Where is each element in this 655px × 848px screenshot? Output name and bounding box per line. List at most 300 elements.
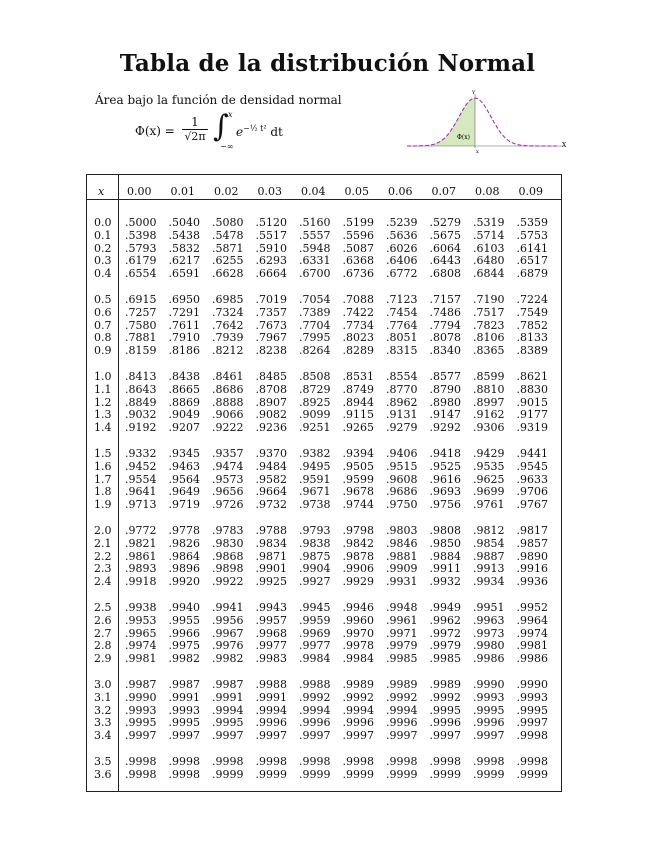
table-cell: .9788 xyxy=(255,524,287,537)
table-cell: .8159 xyxy=(125,344,157,358)
table-cell: .9744 xyxy=(342,498,374,512)
table-cell: .9990 xyxy=(516,678,548,691)
table-cell: .9992 xyxy=(342,690,374,704)
table-cell: .9857 xyxy=(516,536,548,550)
table-cell: .9429 xyxy=(473,447,505,460)
table-cell: .9808 xyxy=(429,524,461,537)
table-cell: .9998 xyxy=(255,755,287,768)
table-cell: .9998 xyxy=(516,729,548,743)
table-cell: .9940 xyxy=(168,601,200,614)
table-cell: .9846 xyxy=(386,536,418,550)
formula-integrand xyxy=(236,124,283,139)
table-cell: .9906 xyxy=(342,562,374,576)
table-cell: .7088 xyxy=(342,293,374,306)
table-cell: .9772 xyxy=(125,524,157,537)
table-cell: .8340 xyxy=(429,344,461,358)
table-cell: .9177 xyxy=(516,408,548,422)
table-cell: .9884 xyxy=(429,549,461,563)
row-x-value: 1.3 xyxy=(94,408,112,422)
table-cell: .6736 xyxy=(342,267,374,281)
table-cell: .9998 xyxy=(125,767,157,781)
table-cell: .8078 xyxy=(429,331,461,345)
table-cell: .9975 xyxy=(168,639,200,653)
table-cell: .9515 xyxy=(386,459,418,473)
table-cell: .5199 xyxy=(342,216,374,229)
table-cell: .8531 xyxy=(342,370,374,383)
table-cell: .9049 xyxy=(168,408,200,422)
table-cell: .9988 xyxy=(255,678,287,691)
table-cell: .8790 xyxy=(429,382,461,396)
table-cell: .9306 xyxy=(473,421,505,435)
table-cell: .8749 xyxy=(342,382,374,396)
table-cell: .8554 xyxy=(386,370,418,383)
row-x-value: 1.6 xyxy=(94,459,112,473)
table-cell: .9998 xyxy=(168,767,200,781)
table-cell: .6293 xyxy=(255,254,287,268)
row-x-value: 2.8 xyxy=(94,639,112,653)
table-cell: .9441 xyxy=(516,447,548,460)
table-cell: .9982 xyxy=(212,652,244,666)
table-cell: .8508 xyxy=(299,370,331,383)
formula-fraction xyxy=(182,115,208,144)
table-cell: .9999 xyxy=(386,767,418,781)
table-cell: .8186 xyxy=(168,344,200,358)
table-cell: .9957 xyxy=(255,613,287,627)
row-x-value: 2.4 xyxy=(94,575,112,589)
table-cell: .8980 xyxy=(429,395,461,409)
table-cell: .9693 xyxy=(429,485,461,499)
table-cell: .9357 xyxy=(212,447,244,460)
table-cell: .9925 xyxy=(255,575,287,589)
table-cell: .9998 xyxy=(429,755,461,768)
column-header: 0.08 xyxy=(475,185,500,198)
table-cell: .9918 xyxy=(125,575,157,589)
formula-denominator: √2π xyxy=(184,130,206,143)
table-cell: .9664 xyxy=(255,485,287,499)
table-cell: .9987 xyxy=(125,678,157,691)
table-cell: .9599 xyxy=(342,472,374,486)
table-cell: .9984 xyxy=(342,652,374,666)
table-cell: .8389 xyxy=(516,344,548,358)
table-cell: .9986 xyxy=(473,652,505,666)
table-cell: .8289 xyxy=(342,344,374,358)
table-cell: .8461 xyxy=(212,370,244,383)
table-cell: .9738 xyxy=(299,498,331,512)
row-x-value: 0.6 xyxy=(94,305,112,319)
table-cell: .5871 xyxy=(212,241,244,255)
table-cell: .9573 xyxy=(212,472,244,486)
row-x-value: 3.0 xyxy=(94,678,112,691)
table-cell: .9996 xyxy=(473,716,505,730)
table-cell: .6331 xyxy=(299,254,331,268)
formula-lhs: Φ(x) = xyxy=(135,124,175,138)
table-cell: .9993 xyxy=(516,690,548,704)
table-cell: .8925 xyxy=(299,395,331,409)
table-cell: .9997 xyxy=(516,716,548,730)
table-cell: .9997 xyxy=(125,729,157,743)
table-cell: .7852 xyxy=(516,318,548,332)
table-cell: .9953 xyxy=(125,613,157,627)
x-column-header: x xyxy=(98,185,105,198)
table-cell: .6517 xyxy=(516,254,548,268)
row-x-value: 1.2 xyxy=(94,395,112,409)
table-cell: .9993 xyxy=(125,703,157,717)
table-cell: .9147 xyxy=(429,408,461,422)
table-cell: .9616 xyxy=(429,472,461,486)
table-cell: .6554 xyxy=(125,267,157,281)
table-cell: .6985 xyxy=(212,293,244,306)
table-cell: .9767 xyxy=(516,498,548,512)
table-cell: .9999 xyxy=(299,767,331,781)
integral-sign: ∫ xyxy=(213,109,229,144)
table-cell: .9066 xyxy=(212,408,244,422)
row-x-value: 0.1 xyxy=(94,228,112,242)
table-cell: .9996 xyxy=(429,716,461,730)
table-cell: .9990 xyxy=(473,678,505,691)
header-divider xyxy=(87,199,561,200)
table-cell: .9861 xyxy=(125,549,157,563)
table-cell: .9893 xyxy=(125,562,157,576)
table-cell: .9474 xyxy=(212,459,244,473)
table-cell: .7764 xyxy=(386,318,418,332)
row-x-value: 0.0 xyxy=(94,216,112,229)
table-cell: .9826 xyxy=(168,536,200,550)
table-cell: .6443 xyxy=(429,254,461,268)
table-cell: .5120 xyxy=(255,216,287,229)
table-cell: .9995 xyxy=(516,703,548,717)
table-cell: .9783 xyxy=(212,524,244,537)
table-cell: .7642 xyxy=(212,318,244,332)
table-cell: .8997 xyxy=(473,395,505,409)
table-cell: .9332 xyxy=(125,447,157,460)
table-cell: .9993 xyxy=(473,690,505,704)
table-cell: .9981 xyxy=(125,652,157,666)
table-cell: .7910 xyxy=(168,331,200,345)
table-cell: .9959 xyxy=(299,613,331,627)
table-cell: .9842 xyxy=(342,536,374,550)
row-x-value: 0.2 xyxy=(94,241,112,255)
table-cell: .9525 xyxy=(429,459,461,473)
row-x-value: 2.9 xyxy=(94,652,112,666)
column-header: 0.00 xyxy=(127,185,152,198)
table-cell: .9976 xyxy=(212,639,244,653)
table-cell: .9887 xyxy=(473,549,505,563)
table-cell: .9418 xyxy=(429,447,461,460)
table-cell: .7549 xyxy=(516,305,548,319)
row-x-value: 1.7 xyxy=(94,472,112,486)
row-x-value: 0.4 xyxy=(94,267,112,281)
table-cell: .9582 xyxy=(255,472,287,486)
table-cell: .6368 xyxy=(342,254,374,268)
row-x-value: 0.9 xyxy=(94,344,112,358)
table-cell: .9970 xyxy=(342,626,374,640)
table-cell: .9495 xyxy=(299,459,331,473)
table-cell: .9761 xyxy=(473,498,505,512)
table-cell: .9929 xyxy=(342,575,374,589)
row-x-value: 2.1 xyxy=(94,536,112,550)
table-cell: .9997 xyxy=(212,729,244,743)
table-cell: .9726 xyxy=(212,498,244,512)
table-cell: .6141 xyxy=(516,241,548,255)
table-cell: .9996 xyxy=(255,716,287,730)
row-x-value: 3.2 xyxy=(94,703,112,717)
table-cell: .9996 xyxy=(299,716,331,730)
table-cell: .7389 xyxy=(299,305,331,319)
table-cell: .7357 xyxy=(255,305,287,319)
column-divider xyxy=(118,175,119,791)
table-cell: .9850 xyxy=(429,536,461,550)
table-cell: .9994 xyxy=(299,703,331,717)
table-cell: .9932 xyxy=(429,575,461,589)
table-cell: .5753 xyxy=(516,228,548,242)
row-x-value: 3.4 xyxy=(94,729,112,743)
table-cell: .9980 xyxy=(473,639,505,653)
table-cell: .7939 xyxy=(212,331,244,345)
table-cell: .6772 xyxy=(386,267,418,281)
table-cell: .9992 xyxy=(299,690,331,704)
x-point-label: x xyxy=(476,149,479,154)
table-cell: .8643 xyxy=(125,382,157,396)
table-cell: .9099 xyxy=(299,408,331,422)
table-cell: .9608 xyxy=(386,472,418,486)
table-cell: .9987 xyxy=(168,678,200,691)
area-label: Φ(x) xyxy=(457,134,470,141)
table-cell: .5239 xyxy=(386,216,418,229)
table-cell: .9966 xyxy=(168,626,200,640)
table-cell: .9960 xyxy=(342,613,374,627)
table-cell: .9370 xyxy=(255,447,287,460)
table-cell: .7224 xyxy=(516,293,548,306)
table-cell: .9963 xyxy=(473,613,505,627)
table-cell: .9965 xyxy=(125,626,157,640)
table-cell: .8770 xyxy=(386,382,418,396)
table-cell: .6808 xyxy=(429,267,461,281)
table-cell: .9750 xyxy=(386,498,418,512)
column-header: 0.01 xyxy=(170,185,195,198)
table-cell: .9998 xyxy=(516,755,548,768)
table-cell: .9545 xyxy=(516,459,548,473)
table-cell: .9999 xyxy=(342,767,374,781)
formula-differential: dt xyxy=(266,125,283,139)
column-header: 0.06 xyxy=(388,185,413,198)
table-cell: .9971 xyxy=(386,626,418,640)
table-cell: .9821 xyxy=(125,536,157,550)
row-x-value: 1.1 xyxy=(94,382,112,396)
table-cell: .9987 xyxy=(212,678,244,691)
table-cell: .6915 xyxy=(125,293,157,306)
row-x-value: 2.6 xyxy=(94,613,112,627)
table-cell: .9979 xyxy=(386,639,418,653)
table-cell: .5000 xyxy=(125,216,157,229)
table-cell: .9991 xyxy=(168,690,200,704)
table-cell: .9162 xyxy=(473,408,505,422)
table-cell: .5160 xyxy=(299,216,331,229)
table-cell: .6026 xyxy=(386,241,418,255)
row-x-value: 1.8 xyxy=(94,485,112,499)
table-cell: .9641 xyxy=(125,485,157,499)
table-cell: .9994 xyxy=(342,703,374,717)
table-cell: .5438 xyxy=(168,228,200,242)
table-cell: .9997 xyxy=(473,729,505,743)
table-cell: .8708 xyxy=(255,382,287,396)
table-cell: .9904 xyxy=(299,562,331,576)
row-x-value: 3.6 xyxy=(94,767,112,781)
table-cell: .9998 xyxy=(212,755,244,768)
table-cell: .9927 xyxy=(299,575,331,589)
table-cell: .9999 xyxy=(516,767,548,781)
table-cell: .9989 xyxy=(342,678,374,691)
row-x-value: 1.0 xyxy=(94,370,112,383)
table-cell: .6844 xyxy=(473,267,505,281)
table-cell: .9938 xyxy=(125,601,157,614)
table-cell: .9864 xyxy=(168,549,200,563)
table-cell: .6664 xyxy=(255,267,287,281)
table-cell: .9896 xyxy=(168,562,200,576)
table-cell: .9998 xyxy=(299,755,331,768)
integral-upper-limit: x xyxy=(228,110,233,119)
table-cell: .9998 xyxy=(168,755,200,768)
table-cell: .9995 xyxy=(168,716,200,730)
table-cell: .9962 xyxy=(429,613,461,627)
table-cell: .9995 xyxy=(473,703,505,717)
table-cell: .8729 xyxy=(299,382,331,396)
table-cell: .9991 xyxy=(255,690,287,704)
table-cell: .7291 xyxy=(168,305,200,319)
table-cell: .9854 xyxy=(473,536,505,550)
table-cell: .5714 xyxy=(473,228,505,242)
row-x-value: 3.1 xyxy=(94,690,112,704)
table-cell: .6628 xyxy=(212,267,244,281)
table-cell: .9992 xyxy=(429,690,461,704)
table-cell: .9452 xyxy=(125,459,157,473)
table-cell: .9997 xyxy=(299,729,331,743)
table-cell: .9793 xyxy=(299,524,331,537)
table-cell: .8621 xyxy=(516,370,548,383)
table-cell: .9998 xyxy=(342,755,374,768)
table-cell: .8830 xyxy=(516,382,548,396)
table-cell: .9978 xyxy=(342,639,374,653)
table-cell: .9898 xyxy=(212,562,244,576)
table-cell: .9994 xyxy=(386,703,418,717)
table-cell: .9131 xyxy=(386,408,418,422)
table-cell: .9989 xyxy=(429,678,461,691)
page-title: Tabla de la distribución Normal xyxy=(119,50,536,77)
table-cell: .9984 xyxy=(299,652,331,666)
table-cell: .5675 xyxy=(429,228,461,242)
table-cell: .9989 xyxy=(386,678,418,691)
table-cell: .9972 xyxy=(429,626,461,640)
table-cell: .9207 xyxy=(168,421,200,435)
table-cell: .7123 xyxy=(386,293,418,306)
table-cell: .9319 xyxy=(516,421,548,435)
table-cell: .9995 xyxy=(212,716,244,730)
table-cell: .9964 xyxy=(516,613,548,627)
table-cell: .9941 xyxy=(212,601,244,614)
table-cell: .9967 xyxy=(212,626,244,640)
table-cell: .8869 xyxy=(168,395,200,409)
table-cell: .9868 xyxy=(212,549,244,563)
table-cell: .9871 xyxy=(255,549,287,563)
table-cell: .9115 xyxy=(342,408,374,422)
table-cell: .9798 xyxy=(342,524,374,537)
table-cell: .8051 xyxy=(386,331,418,345)
table-cell: .9982 xyxy=(168,652,200,666)
integrand-exponent: −½ t² xyxy=(243,124,267,133)
table-cell: .9292 xyxy=(429,421,461,435)
table-cell: .7967 xyxy=(255,331,287,345)
table-cell: .8023 xyxy=(342,331,374,345)
table-cell: .9993 xyxy=(168,703,200,717)
table-cell: .9956 xyxy=(212,613,244,627)
table-cell: .9999 xyxy=(255,767,287,781)
table-cell: .8888 xyxy=(212,395,244,409)
table-cell: .9983 xyxy=(255,652,287,666)
table-cell: .9968 xyxy=(255,626,287,640)
table-cell: .9997 xyxy=(255,729,287,743)
formula-numerator: 1 xyxy=(182,115,208,130)
table-cell: .5398 xyxy=(125,228,157,242)
table-cell: .9951 xyxy=(473,601,505,614)
table-cell: .9192 xyxy=(125,421,157,435)
normal-curve-diagram xyxy=(405,88,570,154)
table-cell: .9981 xyxy=(516,639,548,653)
table-cell: .8485 xyxy=(255,370,287,383)
table-cell: .7054 xyxy=(299,293,331,306)
table-cell: .5557 xyxy=(299,228,331,242)
table-cell: .8944 xyxy=(342,395,374,409)
table-cell: .9032 xyxy=(125,408,157,422)
table-cell: .9554 xyxy=(125,472,157,486)
row-x-value: 2.0 xyxy=(94,524,112,537)
table-cell: .9732 xyxy=(255,498,287,512)
table-cell: .9969 xyxy=(299,626,331,640)
row-x-value: 3.5 xyxy=(94,755,112,768)
table-cell: .9974 xyxy=(125,639,157,653)
table-cell: .6179 xyxy=(125,254,157,268)
table-cell: .9756 xyxy=(429,498,461,512)
table-cell: .9995 xyxy=(429,703,461,717)
table-cell: .9382 xyxy=(299,447,331,460)
table-cell: .9656 xyxy=(212,485,244,499)
row-x-value: 0.3 xyxy=(94,254,112,268)
table-cell: .9990 xyxy=(125,690,157,704)
table-cell: .9952 xyxy=(516,601,548,614)
table-cell: .5517 xyxy=(255,228,287,242)
table-cell: .7611 xyxy=(168,318,200,332)
table-cell: .9994 xyxy=(255,703,287,717)
table-cell: .8810 xyxy=(473,382,505,396)
table-cell: .9945 xyxy=(299,601,331,614)
table-cell: .7324 xyxy=(212,305,244,319)
table-cell: .8238 xyxy=(255,344,287,358)
table-cell: .6700 xyxy=(299,267,331,281)
table-cell: .9998 xyxy=(473,755,505,768)
table-cell: .7995 xyxy=(299,331,331,345)
table-cell: .5087 xyxy=(342,241,374,255)
table-cell: .9015 xyxy=(516,395,548,409)
column-header: 0.04 xyxy=(301,185,326,198)
table-cell: .9591 xyxy=(299,472,331,486)
table-cell: .9992 xyxy=(386,690,418,704)
column-header: 0.03 xyxy=(257,185,282,198)
table-cell: .8365 xyxy=(473,344,505,358)
table-cell: .9564 xyxy=(168,472,200,486)
table-cell: .9997 xyxy=(386,729,418,743)
table-cell: .9931 xyxy=(386,575,418,589)
normal-distribution-table xyxy=(86,174,562,792)
table-cell: .6950 xyxy=(168,293,200,306)
table-cell: .9961 xyxy=(386,613,418,627)
